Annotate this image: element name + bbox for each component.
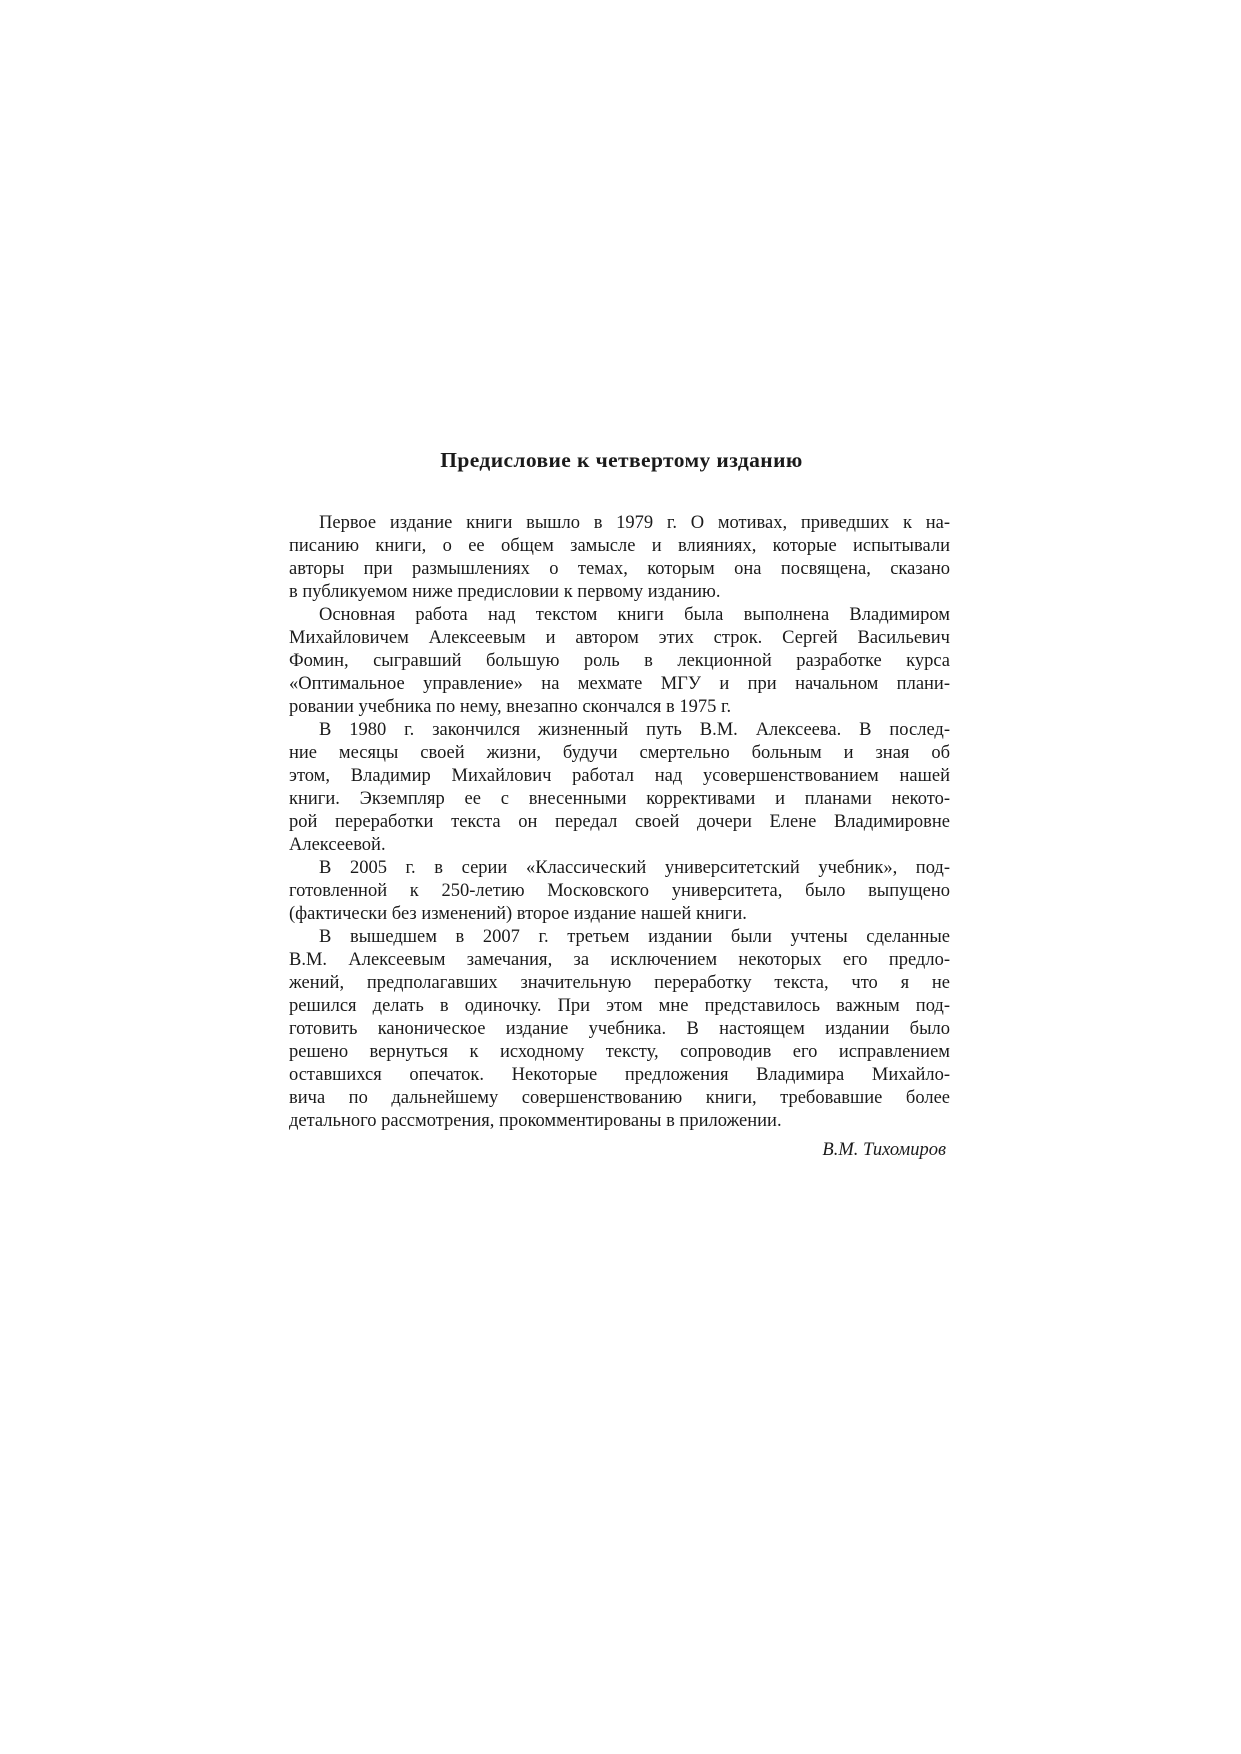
text-line: рой переработки текста он передал своей дочери Елене Владимировне: [289, 812, 950, 832]
text-line: Михайловичем Алексеевым и автором этих строк. Сергей Васильевич: [289, 628, 950, 648]
text-line: готовить каноническое издание учебника. В настоящем издании было: [289, 1019, 950, 1039]
paragraph: [289, 604, 950, 719]
text-line: этом, Владимир Михайлович работал над усовершенствованием нашей: [289, 766, 950, 786]
text-line: Первое издание книги вышло в 1979 г. О мотивах, приведших к на-: [319, 513, 950, 533]
text-line: В.М. Алексеевым замечания, за исключением некоторых его предло-: [289, 950, 950, 970]
paragraph: [289, 719, 950, 857]
page-title: Предисловие к четвертому изданию: [440, 448, 803, 472]
author-signature: В.М. Тихомиров: [822, 1140, 946, 1160]
paragraph: [289, 857, 950, 926]
text-line: детального рассмотрения, прокомментированы в приложении.: [289, 1111, 782, 1131]
text-line: В 1980 г. закончился жизненный путь В.М. Алексеева. В послед-: [319, 720, 950, 740]
text-line: В вышедшем в 2007 г. третьем издании были учтены сделанные: [319, 927, 950, 947]
text-line: вича по дальнейшему совершенствованию книги, требовавшие более: [289, 1088, 950, 1108]
text-line: авторы при размышлениях о темах, которым она посвящена, сказано: [289, 559, 950, 579]
text-line: Алексеевой.: [289, 835, 386, 855]
text-line: Основная работа над текстом книги была выполнена Владимиром: [319, 605, 950, 625]
paragraph: [289, 512, 950, 604]
preface-block: [289, 446, 950, 1162]
text-line: готовленной к 250-летию Московского университета, было выпущено: [289, 881, 950, 901]
paragraph: [289, 926, 950, 1133]
text-line: В 2005 г. в серии «Классический университетский учебник», под-: [319, 858, 950, 878]
text-line: ровании учебника по нему, внезапно скончался в 1975 г.: [289, 697, 732, 717]
text-line: книги. Экземпляр ее с внесенными коррективами и планами некото-: [289, 789, 950, 809]
text-line: (фактически без изменений) второе издание нашей книги.: [289, 904, 747, 924]
text-line: ние месяцы своей жизни, будучи смертельно больным и зная об: [289, 743, 950, 763]
text-line: оставшихся опечаток. Некоторые предложения Владимира Михайло-: [289, 1065, 950, 1085]
text-line: писанию книги, о ее общем замысле и влияниях, которые испытывали: [289, 536, 950, 556]
text-line: Фомин, сыгравший большую роль в лекционной разработке курса: [289, 651, 950, 671]
text-line: «Оптимальное управление» на мехмате МГУ и при начальном плани-: [289, 674, 950, 694]
text-line: решено вернуться к исходному тексту, сопроводив его исправлением: [289, 1042, 950, 1062]
text-line: в публикуемом ниже предисловии к первому изданию.: [289, 582, 721, 602]
text-line: жений, предполагавших значительную переработку текста, что я не: [289, 973, 950, 993]
text-line: решился делать в одиночку. При этом мне представилось важным под-: [289, 996, 950, 1016]
